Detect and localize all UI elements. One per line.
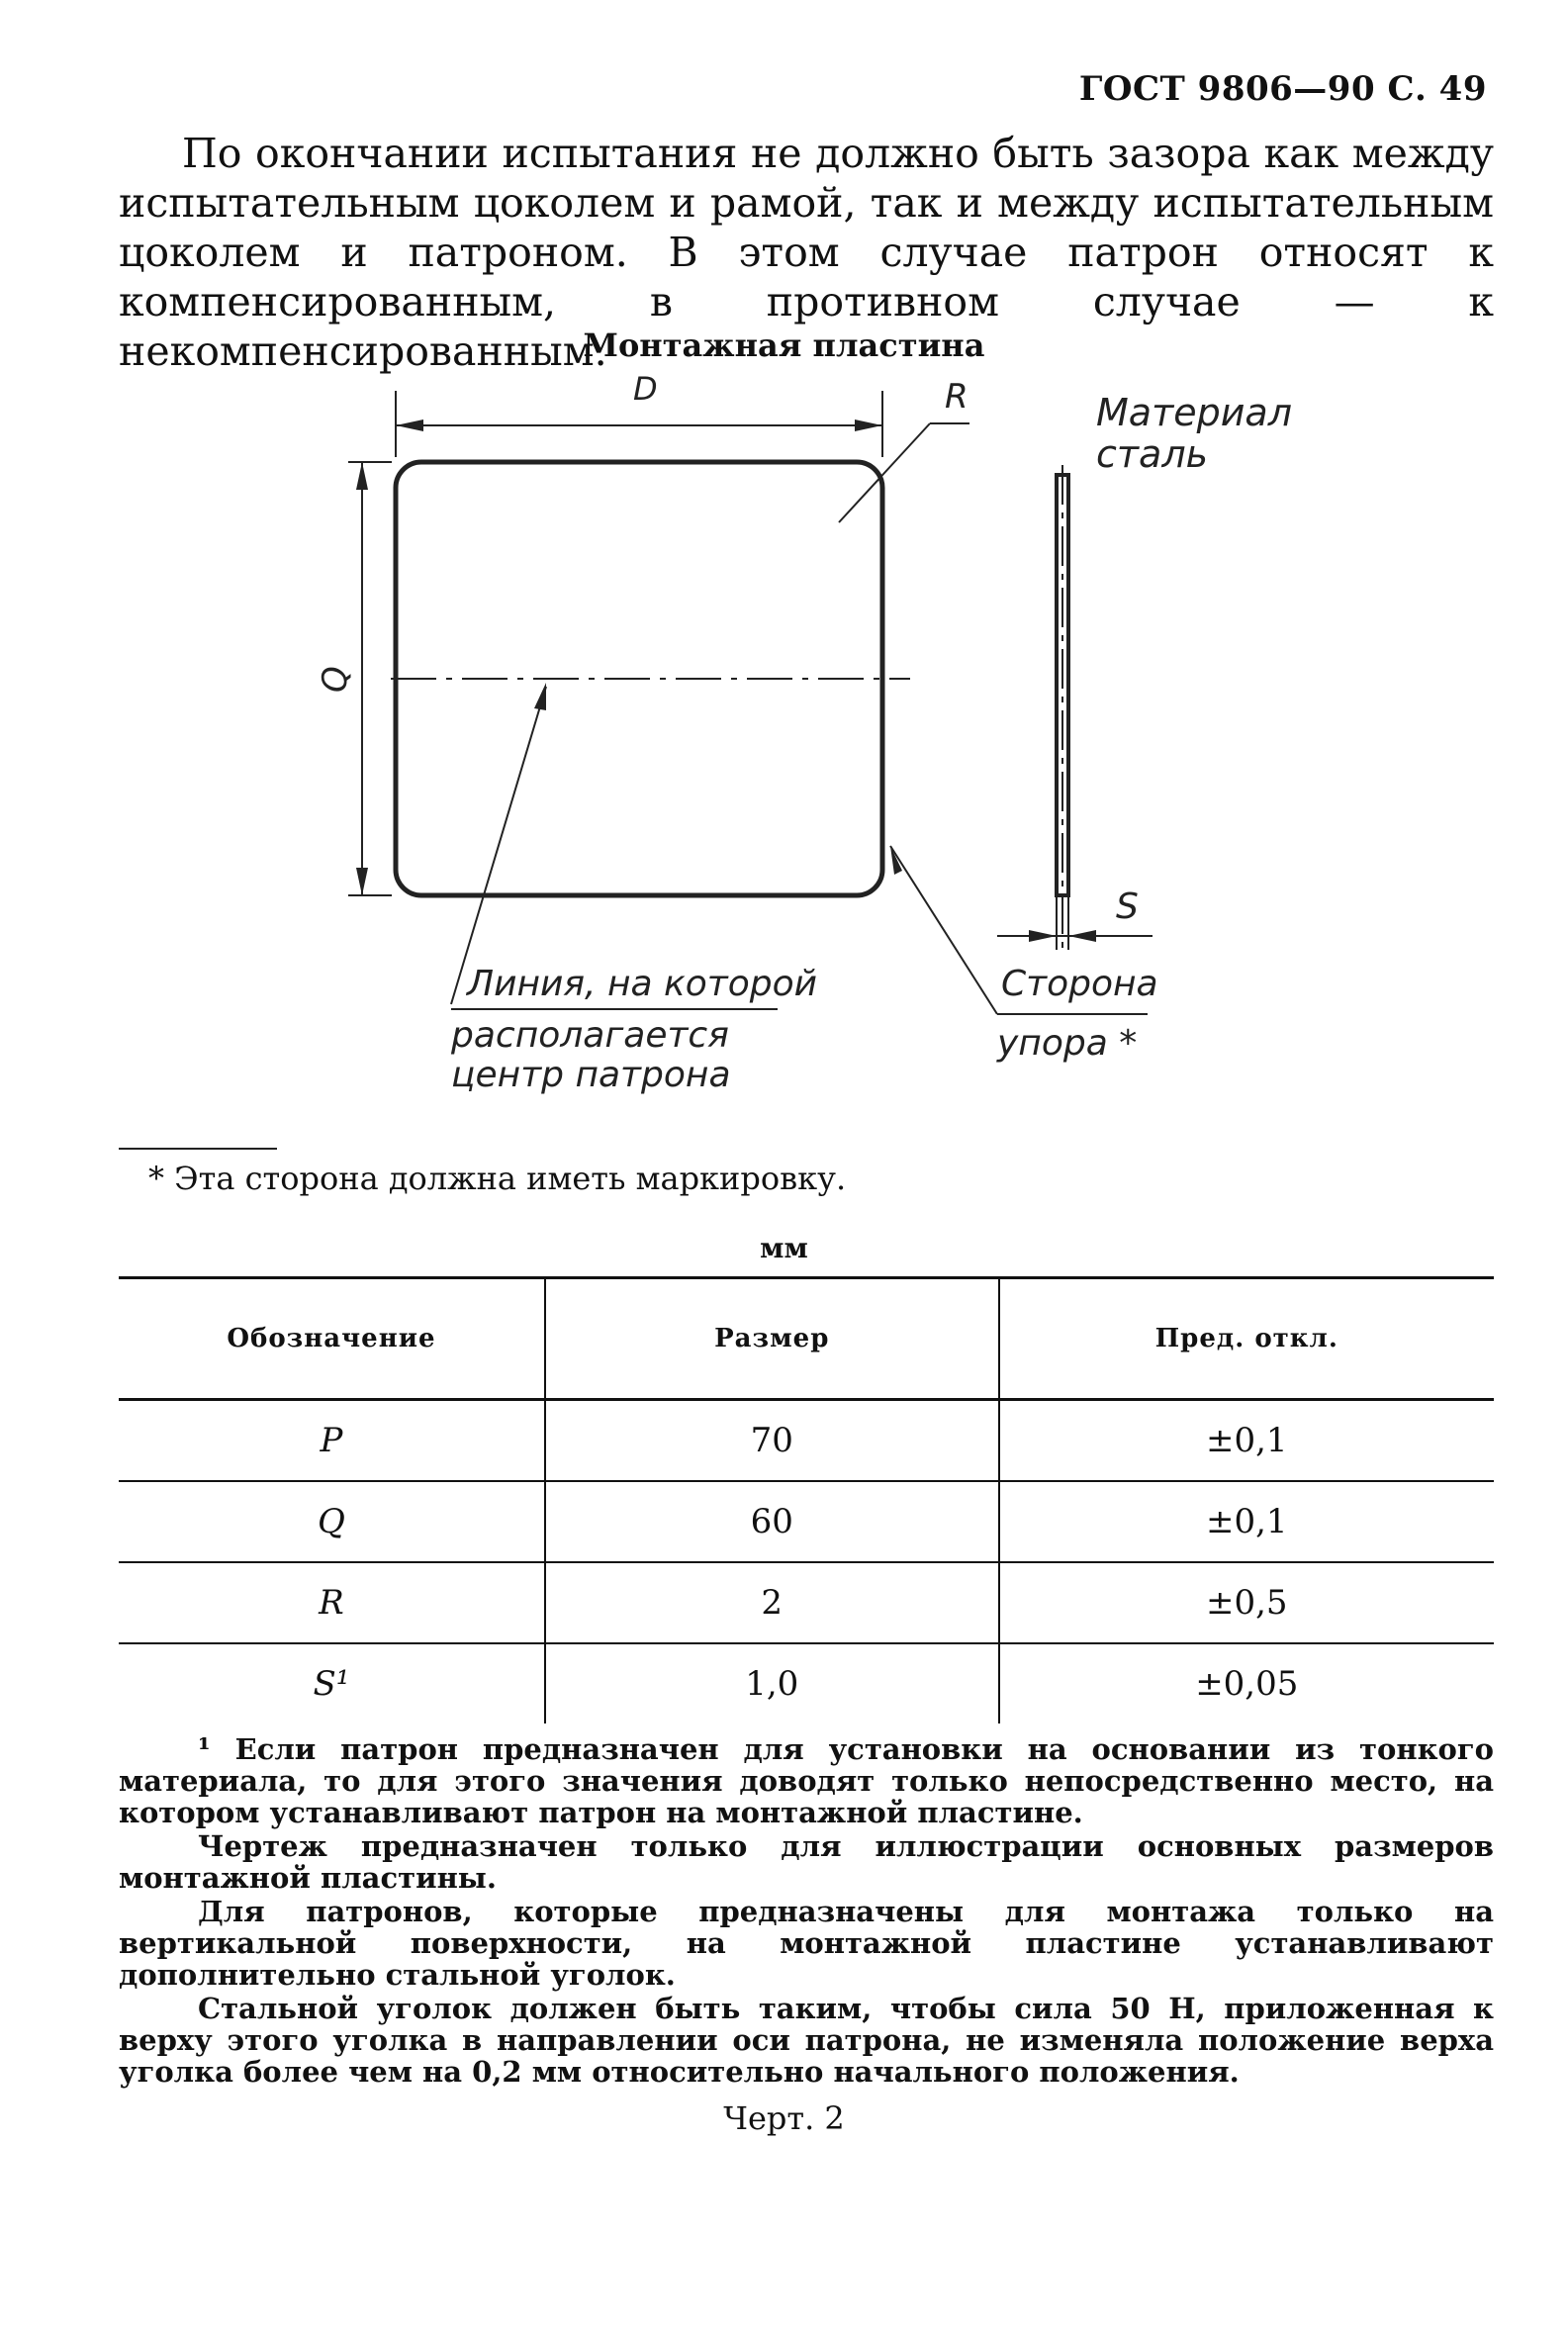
footnote-marking: * Эта сторона должна иметь маркировку. [148, 1160, 847, 1197]
cell-size: 70 [545, 1400, 999, 1482]
table-row [119, 1643, 1494, 1723]
label-center-line-1: Линия, на которой [467, 964, 818, 1004]
label-r: R [945, 377, 968, 417]
header-tolerance: Пред. откл. [999, 1278, 1494, 1400]
cell-size: 2 [545, 1562, 999, 1643]
cell-designation: S¹ [313, 1664, 350, 1704]
label-material: Материал [1096, 391, 1292, 434]
figure-title: Монтажная пластина [583, 326, 985, 364]
cell-tolerance: ±0,1 [999, 1400, 1494, 1482]
cell-designation: P [320, 1421, 343, 1460]
table-header-row [119, 1278, 1494, 1400]
note-steel-angle: Стальной уголок должен быть таким, чтобы сила 50 Н, приложенная к верху этого уголка в направлении оси патрона, не изменяла положение верха уголка более чем на 0,2 мм относительно начального положения. [119, 1992, 1494, 2089]
header-size: Размер [545, 1278, 999, 1400]
label-q: Q [316, 666, 355, 693]
cell-size: 1,0 [545, 1643, 999, 1723]
label-stop-1: Сторона [1001, 964, 1158, 1004]
cell-tolerance: ±0,5 [999, 1562, 1494, 1643]
table-row [119, 1400, 1494, 1482]
notes-section [119, 1733, 1494, 2090]
cell-designation: Q [318, 1502, 345, 1541]
label-center-line-3: центр патрона [451, 1055, 731, 1095]
label-stop-2: упора * [997, 1023, 1138, 1064]
center-leader [451, 687, 546, 1004]
table-row [119, 1562, 1494, 1643]
dimensions-table [119, 1276, 1494, 1723]
label-material-steel: сталь [1096, 432, 1208, 476]
table-units: мм [760, 1232, 808, 1264]
cell-designation: R [319, 1583, 344, 1623]
label-d: D [633, 370, 658, 408]
cell-tolerance: ±0,05 [999, 1643, 1494, 1723]
note-drawing-purpose: Чертеж предназначен только для иллюстрации основных размеров монтажной пластины. [119, 1829, 1494, 1895]
note-thin-material: ¹ Если патрон предназначен для установки на основании из тонкого материала, то для этого значения доводят только непосредственно место, на котором устанавливают патрон на монтажной пластине. [119, 1732, 1494, 1829]
footnote-divider [119, 1148, 277, 1150]
label-s: S [1116, 886, 1139, 927]
page-header: ГОСТ 9806—90 С. 49 [1078, 69, 1487, 109]
note-vertical-mount: Для патронов, которые предназначены для монтажа только на вертикальной поверхности, на монтажной пластине устанавливают дополнительно стальной уголок. [119, 1895, 1494, 1992]
cell-tolerance: ±0,1 [999, 1481, 1494, 1562]
figure-caption: Черт. 2 [723, 2099, 845, 2137]
mounting-plate-drawing [0, 0, 1568, 1138]
stop-leader [890, 846, 997, 1014]
header-designation: Обозначение [227, 1324, 436, 1353]
cell-size: 60 [545, 1481, 999, 1562]
label-center-line-2: располагается [451, 1015, 729, 1056]
intro-text: По окончании испытания не должно быть зазора как между испытательным цоколем и рамой, так и между испытательным цоколем и патроном. В этом случае патрон относят к компенсированным, в противном случае — к некомпенсированным. [119, 130, 1494, 375]
table-row [119, 1481, 1494, 1562]
